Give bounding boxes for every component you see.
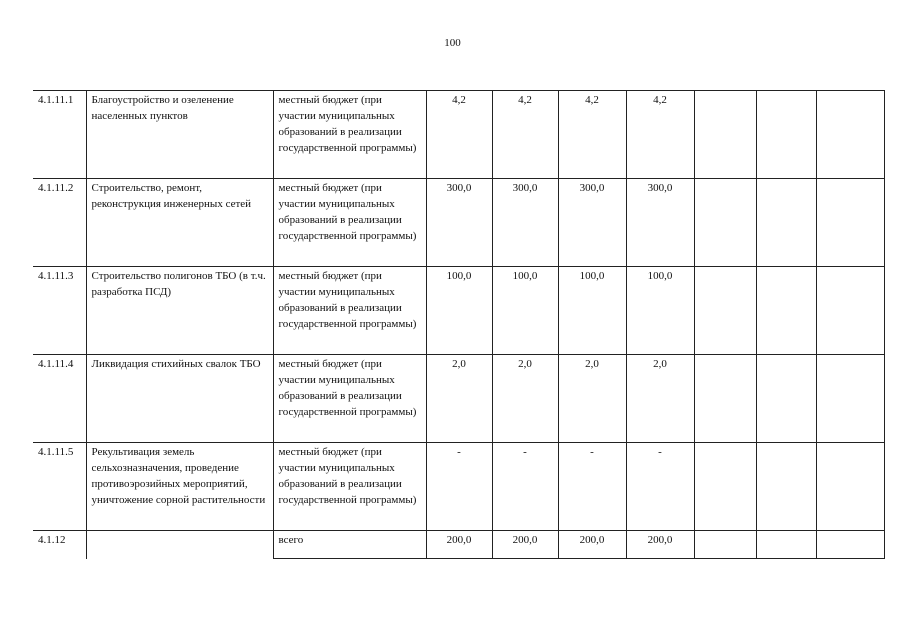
amount-cell: - <box>492 443 558 531</box>
amount-cell: 300,0 <box>558 179 626 267</box>
table-row <box>33 267 884 355</box>
empty-cell <box>756 355 816 443</box>
row-code: 4.1.12 <box>33 531 86 559</box>
amount-cell: 300,0 <box>492 179 558 267</box>
amount-cell: 4,2 <box>426 91 492 179</box>
funding-source: всего <box>273 531 426 559</box>
empty-cell <box>756 179 816 267</box>
table-row <box>33 355 884 443</box>
amount-cell: 4,2 <box>492 91 558 179</box>
funding-source: местный бюджет (при участии муниципальных образований в реализации государственной программы) <box>273 267 426 355</box>
empty-cell <box>816 531 884 559</box>
empty-cell <box>756 531 816 559</box>
row-name: Рекультивация земель сельхозназначения, проведение противоэрозийных мероприятий, уничтожение сорной растительности <box>86 443 273 531</box>
row-code: 4.1.11.2 <box>33 179 86 267</box>
amount-cell: 2,0 <box>426 355 492 443</box>
budget-table <box>33 90 885 559</box>
amount-cell: 100,0 <box>626 267 694 355</box>
table-row <box>33 443 884 531</box>
empty-cell <box>756 267 816 355</box>
amount-cell: - <box>426 443 492 531</box>
empty-cell <box>694 443 756 531</box>
empty-cell <box>816 355 884 443</box>
empty-cell <box>694 179 756 267</box>
row-name: Ликвидация стихийных свалок ТБО <box>86 355 273 443</box>
empty-cell <box>694 355 756 443</box>
empty-cell <box>694 531 756 559</box>
funding-source: местный бюджет (при участии муниципальных образований в реализации государственной программы) <box>273 355 426 443</box>
amount-cell: 100,0 <box>492 267 558 355</box>
row-name <box>86 531 273 559</box>
page-number: 100 <box>444 37 461 49</box>
row-code: 4.1.11.5 <box>33 443 86 531</box>
amount-cell: 200,0 <box>626 531 694 559</box>
empty-cell <box>816 179 884 267</box>
funding-source: местный бюджет (при участии муниципальных образований в реализации государственной программы) <box>273 91 426 179</box>
amount-cell: 4,2 <box>558 91 626 179</box>
amount-cell: 100,0 <box>558 267 626 355</box>
empty-cell <box>694 91 756 179</box>
funding-source: местный бюджет (при участии муниципальных образований в реализации государственной программы) <box>273 443 426 531</box>
amount-cell: 200,0 <box>558 531 626 559</box>
table-row <box>33 179 884 267</box>
empty-cell <box>816 267 884 355</box>
empty-cell <box>756 443 816 531</box>
row-code: 4.1.11.1 <box>33 91 86 179</box>
table-row <box>33 91 884 179</box>
empty-cell <box>694 267 756 355</box>
row-name: Благоустройство и озеленение населенных пунктов <box>86 91 273 179</box>
amount-cell: 200,0 <box>426 531 492 559</box>
row-code: 4.1.11.4 <box>33 355 86 443</box>
funding-source: местный бюджет (при участии муниципальных образований в реализации государственной программы) <box>273 179 426 267</box>
empty-cell <box>816 91 884 179</box>
amount-cell: 2,0 <box>492 355 558 443</box>
row-name: Строительство полигонов ТБО (в т.ч. разработка ПСД) <box>86 267 273 355</box>
empty-cell <box>756 91 816 179</box>
amount-cell: 200,0 <box>492 531 558 559</box>
amount-cell: - <box>558 443 626 531</box>
row-code: 4.1.11.3 <box>33 267 86 355</box>
table-row <box>33 531 884 559</box>
amount-cell: 100,0 <box>426 267 492 355</box>
amount-cell: 2,0 <box>558 355 626 443</box>
amount-cell: 300,0 <box>626 179 694 267</box>
amount-cell: 2,0 <box>626 355 694 443</box>
amount-cell: - <box>626 443 694 531</box>
empty-cell <box>816 443 884 531</box>
row-name: Строительство, ремонт, реконструкция инженерных сетей <box>86 179 273 267</box>
amount-cell: 300,0 <box>426 179 492 267</box>
amount-cell: 4,2 <box>626 91 694 179</box>
